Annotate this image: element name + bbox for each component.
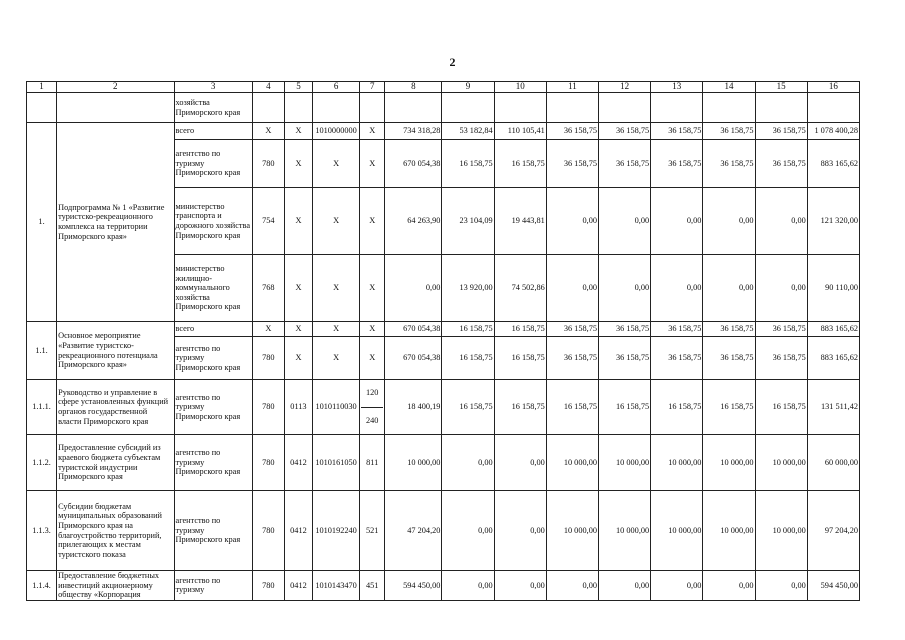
row-number: 1.1.1. bbox=[27, 380, 57, 435]
value-cell: 36 158,75 bbox=[546, 140, 598, 188]
executor-cell: всего bbox=[174, 322, 252, 337]
value-cell: 10 000,00 bbox=[651, 435, 703, 491]
col-header: 2 bbox=[57, 82, 174, 93]
executor-cell: всего bbox=[174, 123, 252, 140]
section-cell: Х bbox=[284, 322, 312, 337]
value-cell: 131 511,42 bbox=[807, 380, 859, 435]
value-cell: 36 158,75 bbox=[599, 140, 651, 188]
row-number: 1. bbox=[27, 123, 57, 322]
grbs-cell: 780 bbox=[252, 337, 284, 380]
value-cell: 16 158,75 bbox=[494, 322, 546, 337]
row-number: 1.1.4. bbox=[27, 571, 57, 601]
value-cell: 60 000,00 bbox=[807, 435, 859, 491]
grbs-cell: 754 bbox=[252, 188, 284, 255]
col-header: 8 bbox=[385, 82, 442, 93]
row-name: Предоставление бюджетных инвестиций акционерному обществу «Корпорация bbox=[57, 571, 174, 601]
value-cell: 10 000,00 bbox=[651, 491, 703, 571]
value-cell: 13 920,00 bbox=[442, 255, 494, 322]
value-cell: 16 158,75 bbox=[494, 337, 546, 380]
value-cell: 0,00 bbox=[546, 188, 598, 255]
value-cell: 16 158,75 bbox=[442, 380, 494, 435]
value-cell: 110 105,41 bbox=[494, 123, 546, 140]
value-cell: 0,00 bbox=[442, 491, 494, 571]
value-cell: 0,00 bbox=[651, 188, 703, 255]
page-number: 2 bbox=[449, 55, 456, 69]
grbs-cell: Х bbox=[252, 322, 284, 337]
expense-type-cell: 811 bbox=[360, 435, 385, 491]
executor-cell: агентство по туризму Приморского края bbox=[174, 140, 252, 188]
value-cell: 594 450,00 bbox=[385, 571, 442, 601]
value-cell: 36 158,75 bbox=[546, 337, 598, 380]
executor-cell: агентство по туризму Приморского края bbox=[174, 491, 252, 571]
value-cell: 121 320,00 bbox=[807, 188, 859, 255]
table-row bbox=[27, 571, 860, 601]
executor-cell: агентство по туризму bbox=[174, 571, 252, 601]
grbs-cell: 780 bbox=[252, 491, 284, 571]
value-cell: 0,00 bbox=[703, 571, 755, 601]
budget-table bbox=[26, 81, 860, 601]
section-cell: Х bbox=[284, 255, 312, 322]
value-cell: 36 158,75 bbox=[703, 322, 755, 337]
col-header: 6 bbox=[313, 82, 360, 93]
col-header: 7 bbox=[360, 82, 385, 93]
executor-cell: агентство по туризму Приморского края bbox=[174, 435, 252, 491]
expense-type-cell bbox=[360, 380, 385, 435]
row-number: 1.1. bbox=[27, 322, 57, 380]
value-cell: 64 263,90 bbox=[385, 188, 442, 255]
value-cell: 16 158,75 bbox=[442, 322, 494, 337]
expense-type-cell: Х bbox=[360, 188, 385, 255]
col-header: 10 bbox=[494, 82, 546, 93]
value-cell: 36 158,75 bbox=[703, 337, 755, 380]
value-cell: 90 110,00 bbox=[807, 255, 859, 322]
value-cell: 0,00 bbox=[494, 571, 546, 601]
value-cell: 0,00 bbox=[442, 435, 494, 491]
value-cell: 0,00 bbox=[494, 491, 546, 571]
executor-cell: агентство по туризму Приморского края bbox=[174, 337, 252, 380]
value-cell: 0,00 bbox=[442, 571, 494, 601]
column-number-row bbox=[27, 82, 860, 93]
value-cell: 36 158,75 bbox=[651, 140, 703, 188]
row-name: Предоставление субсидий из краевого бюджета субъектам туристской индустрии Приморского края bbox=[57, 435, 174, 491]
col-header: 16 bbox=[807, 82, 859, 93]
value-cell: 16 158,75 bbox=[755, 380, 807, 435]
col-header: 1 bbox=[27, 82, 57, 93]
col-header: 11 bbox=[546, 82, 598, 93]
value-cell: 36 158,75 bbox=[755, 337, 807, 380]
value-cell: 18 400,19 bbox=[385, 380, 442, 435]
value-cell: 10 000,00 bbox=[599, 435, 651, 491]
grbs-cell: Х bbox=[252, 123, 284, 140]
col-header: 15 bbox=[755, 82, 807, 93]
value-cell: 10 000,00 bbox=[599, 491, 651, 571]
row-name: Субсидии бюджетам муниципальных образований Приморского края на благоустройство территорий, прилегающих к местам туристского показа bbox=[57, 491, 174, 571]
target-article-cell: Х bbox=[313, 188, 360, 255]
expense-type-cell: Х bbox=[360, 123, 385, 140]
target-article-cell: Х bbox=[313, 140, 360, 188]
row-name: Подпрограмма № 1 «Развитие туристско-рекреационного комплекса на территории Приморского края» bbox=[57, 123, 174, 322]
value-cell: 36 158,75 bbox=[651, 322, 703, 337]
value-cell: 36 158,75 bbox=[755, 123, 807, 140]
value-cell: 10 000,00 bbox=[546, 435, 598, 491]
executor-cell: министерство жилищно-коммунального хозяйства Приморского края bbox=[174, 255, 252, 322]
section-cell: Х bbox=[284, 123, 312, 140]
expense-type-cell: Х bbox=[360, 140, 385, 188]
row-number: 1.1.2. bbox=[27, 435, 57, 491]
col-header: 3 bbox=[174, 82, 252, 93]
value-cell: 36 158,75 bbox=[546, 322, 598, 337]
value-cell: 0,00 bbox=[385, 255, 442, 322]
target-article-cell: 1010161050 bbox=[313, 435, 360, 491]
col-header: 4 bbox=[252, 82, 284, 93]
table-row bbox=[27, 93, 860, 123]
value-cell: 0,00 bbox=[651, 571, 703, 601]
expense-type-a: 120 bbox=[365, 388, 379, 398]
value-cell: 16 158,75 bbox=[651, 380, 703, 435]
executor-cell: агентство по туризму Приморского края bbox=[174, 380, 252, 435]
grbs-cell: 780 bbox=[252, 435, 284, 491]
col-header: 12 bbox=[599, 82, 651, 93]
value-cell: 10 000,00 bbox=[703, 435, 755, 491]
section-cell: 0412 bbox=[284, 491, 312, 571]
col-header: 14 bbox=[703, 82, 755, 93]
target-article-cell: Х bbox=[313, 322, 360, 337]
value-cell: 0,00 bbox=[651, 255, 703, 322]
value-cell: 883 165,62 bbox=[807, 140, 859, 188]
value-cell: 10 000,00 bbox=[546, 491, 598, 571]
value-cell: 670 054,38 bbox=[385, 322, 442, 337]
expense-type-cell: Х bbox=[360, 337, 385, 380]
value-cell: 0,00 bbox=[494, 435, 546, 491]
value-cell: 36 158,75 bbox=[755, 140, 807, 188]
value-cell: 16 158,75 bbox=[494, 380, 546, 435]
section-cell: Х bbox=[284, 188, 312, 255]
value-cell: 16 158,75 bbox=[703, 380, 755, 435]
expense-type-cell: 451 bbox=[360, 571, 385, 601]
row-name: Основное мероприятие «Развитие туристско-рекреационного потенциала Приморского края» bbox=[57, 322, 174, 380]
value-cell: 19 443,81 bbox=[494, 188, 546, 255]
section-cell: Х bbox=[284, 337, 312, 380]
value-cell: 16 158,75 bbox=[599, 380, 651, 435]
executor-cell: министерство транспорта и дорожного хозяйства Приморского края bbox=[174, 188, 252, 255]
expense-type-cell: 521 bbox=[360, 491, 385, 571]
value-cell: 0,00 bbox=[755, 255, 807, 322]
value-cell: 36 158,75 bbox=[651, 337, 703, 380]
value-cell: 0,00 bbox=[703, 188, 755, 255]
value-cell: 883 165,62 bbox=[807, 322, 859, 337]
value-cell: 1 078 400,28 bbox=[807, 123, 859, 140]
grbs-cell: 768 bbox=[252, 255, 284, 322]
value-cell: 0,00 bbox=[546, 255, 598, 322]
value-cell: 36 158,75 bbox=[651, 123, 703, 140]
target-article-cell: 1010192240 bbox=[313, 491, 360, 571]
col-header: 13 bbox=[651, 82, 703, 93]
value-cell: 670 054,38 bbox=[385, 140, 442, 188]
grbs-cell: 780 bbox=[252, 380, 284, 435]
value-cell: 0,00 bbox=[599, 255, 651, 322]
value-cell: 734 318,28 bbox=[385, 123, 442, 140]
grbs-cell: 780 bbox=[252, 140, 284, 188]
value-cell: 0,00 bbox=[599, 571, 651, 601]
value-cell: 16 158,75 bbox=[546, 380, 598, 435]
executor-cell: хозяйства Приморского края bbox=[174, 93, 252, 123]
target-article-cell: 1010000000 bbox=[313, 123, 360, 140]
target-article-cell: Х bbox=[313, 337, 360, 380]
table-row bbox=[27, 322, 860, 337]
value-cell: 594 450,00 bbox=[807, 571, 859, 601]
section-cell: Х bbox=[284, 140, 312, 188]
expense-type-cell: Х bbox=[360, 255, 385, 322]
table-row bbox=[27, 435, 860, 491]
target-article-cell: Х bbox=[313, 255, 360, 322]
table-row bbox=[27, 380, 860, 435]
value-cell: 670 054,38 bbox=[385, 337, 442, 380]
value-cell: 16 158,75 bbox=[442, 337, 494, 380]
value-cell: 0,00 bbox=[755, 571, 807, 601]
value-cell: 36 158,75 bbox=[599, 337, 651, 380]
row-name: Руководство и управление в сфере установленных функций органов государственной власти Приморского края bbox=[57, 380, 174, 435]
value-cell: 36 158,75 bbox=[703, 140, 755, 188]
table-row bbox=[27, 491, 860, 571]
value-cell: 97 204,20 bbox=[807, 491, 859, 571]
value-cell: 0,00 bbox=[703, 255, 755, 322]
section-cell: 0412 bbox=[284, 571, 312, 601]
value-cell: 36 158,75 bbox=[546, 123, 598, 140]
value-cell: 74 502,86 bbox=[494, 255, 546, 322]
target-article-cell: 1010143470 bbox=[313, 571, 360, 601]
value-cell: 10 000,00 bbox=[755, 491, 807, 571]
row-number: 1.1.3. bbox=[27, 491, 57, 571]
value-cell: 16 158,75 bbox=[494, 140, 546, 188]
value-cell: 36 158,75 bbox=[755, 322, 807, 337]
expense-type-cell: Х bbox=[360, 322, 385, 337]
value-cell: 0,00 bbox=[546, 571, 598, 601]
section-cell: 0412 bbox=[284, 435, 312, 491]
section-cell: 0113 bbox=[284, 380, 312, 435]
expense-type-b: 240 bbox=[361, 407, 383, 435]
grbs-cell: 780 bbox=[252, 571, 284, 601]
value-cell: 36 158,75 bbox=[703, 123, 755, 140]
value-cell: 10 000,00 bbox=[385, 435, 442, 491]
value-cell: 0,00 bbox=[755, 188, 807, 255]
col-header: 9 bbox=[442, 82, 494, 93]
value-cell: 0,00 bbox=[599, 188, 651, 255]
value-cell: 53 182,84 bbox=[442, 123, 494, 140]
value-cell: 10 000,00 bbox=[755, 435, 807, 491]
value-cell: 36 158,75 bbox=[599, 322, 651, 337]
value-cell: 36 158,75 bbox=[599, 123, 651, 140]
col-header: 5 bbox=[284, 82, 312, 93]
value-cell: 10 000,00 bbox=[703, 491, 755, 571]
target-article-cell: 1010110030 bbox=[313, 380, 360, 435]
value-cell: 23 104,09 bbox=[442, 188, 494, 255]
value-cell: 47 204,20 bbox=[385, 491, 442, 571]
value-cell: 16 158,75 bbox=[442, 140, 494, 188]
table-row bbox=[27, 123, 860, 140]
value-cell: 883 165,62 bbox=[807, 337, 859, 380]
